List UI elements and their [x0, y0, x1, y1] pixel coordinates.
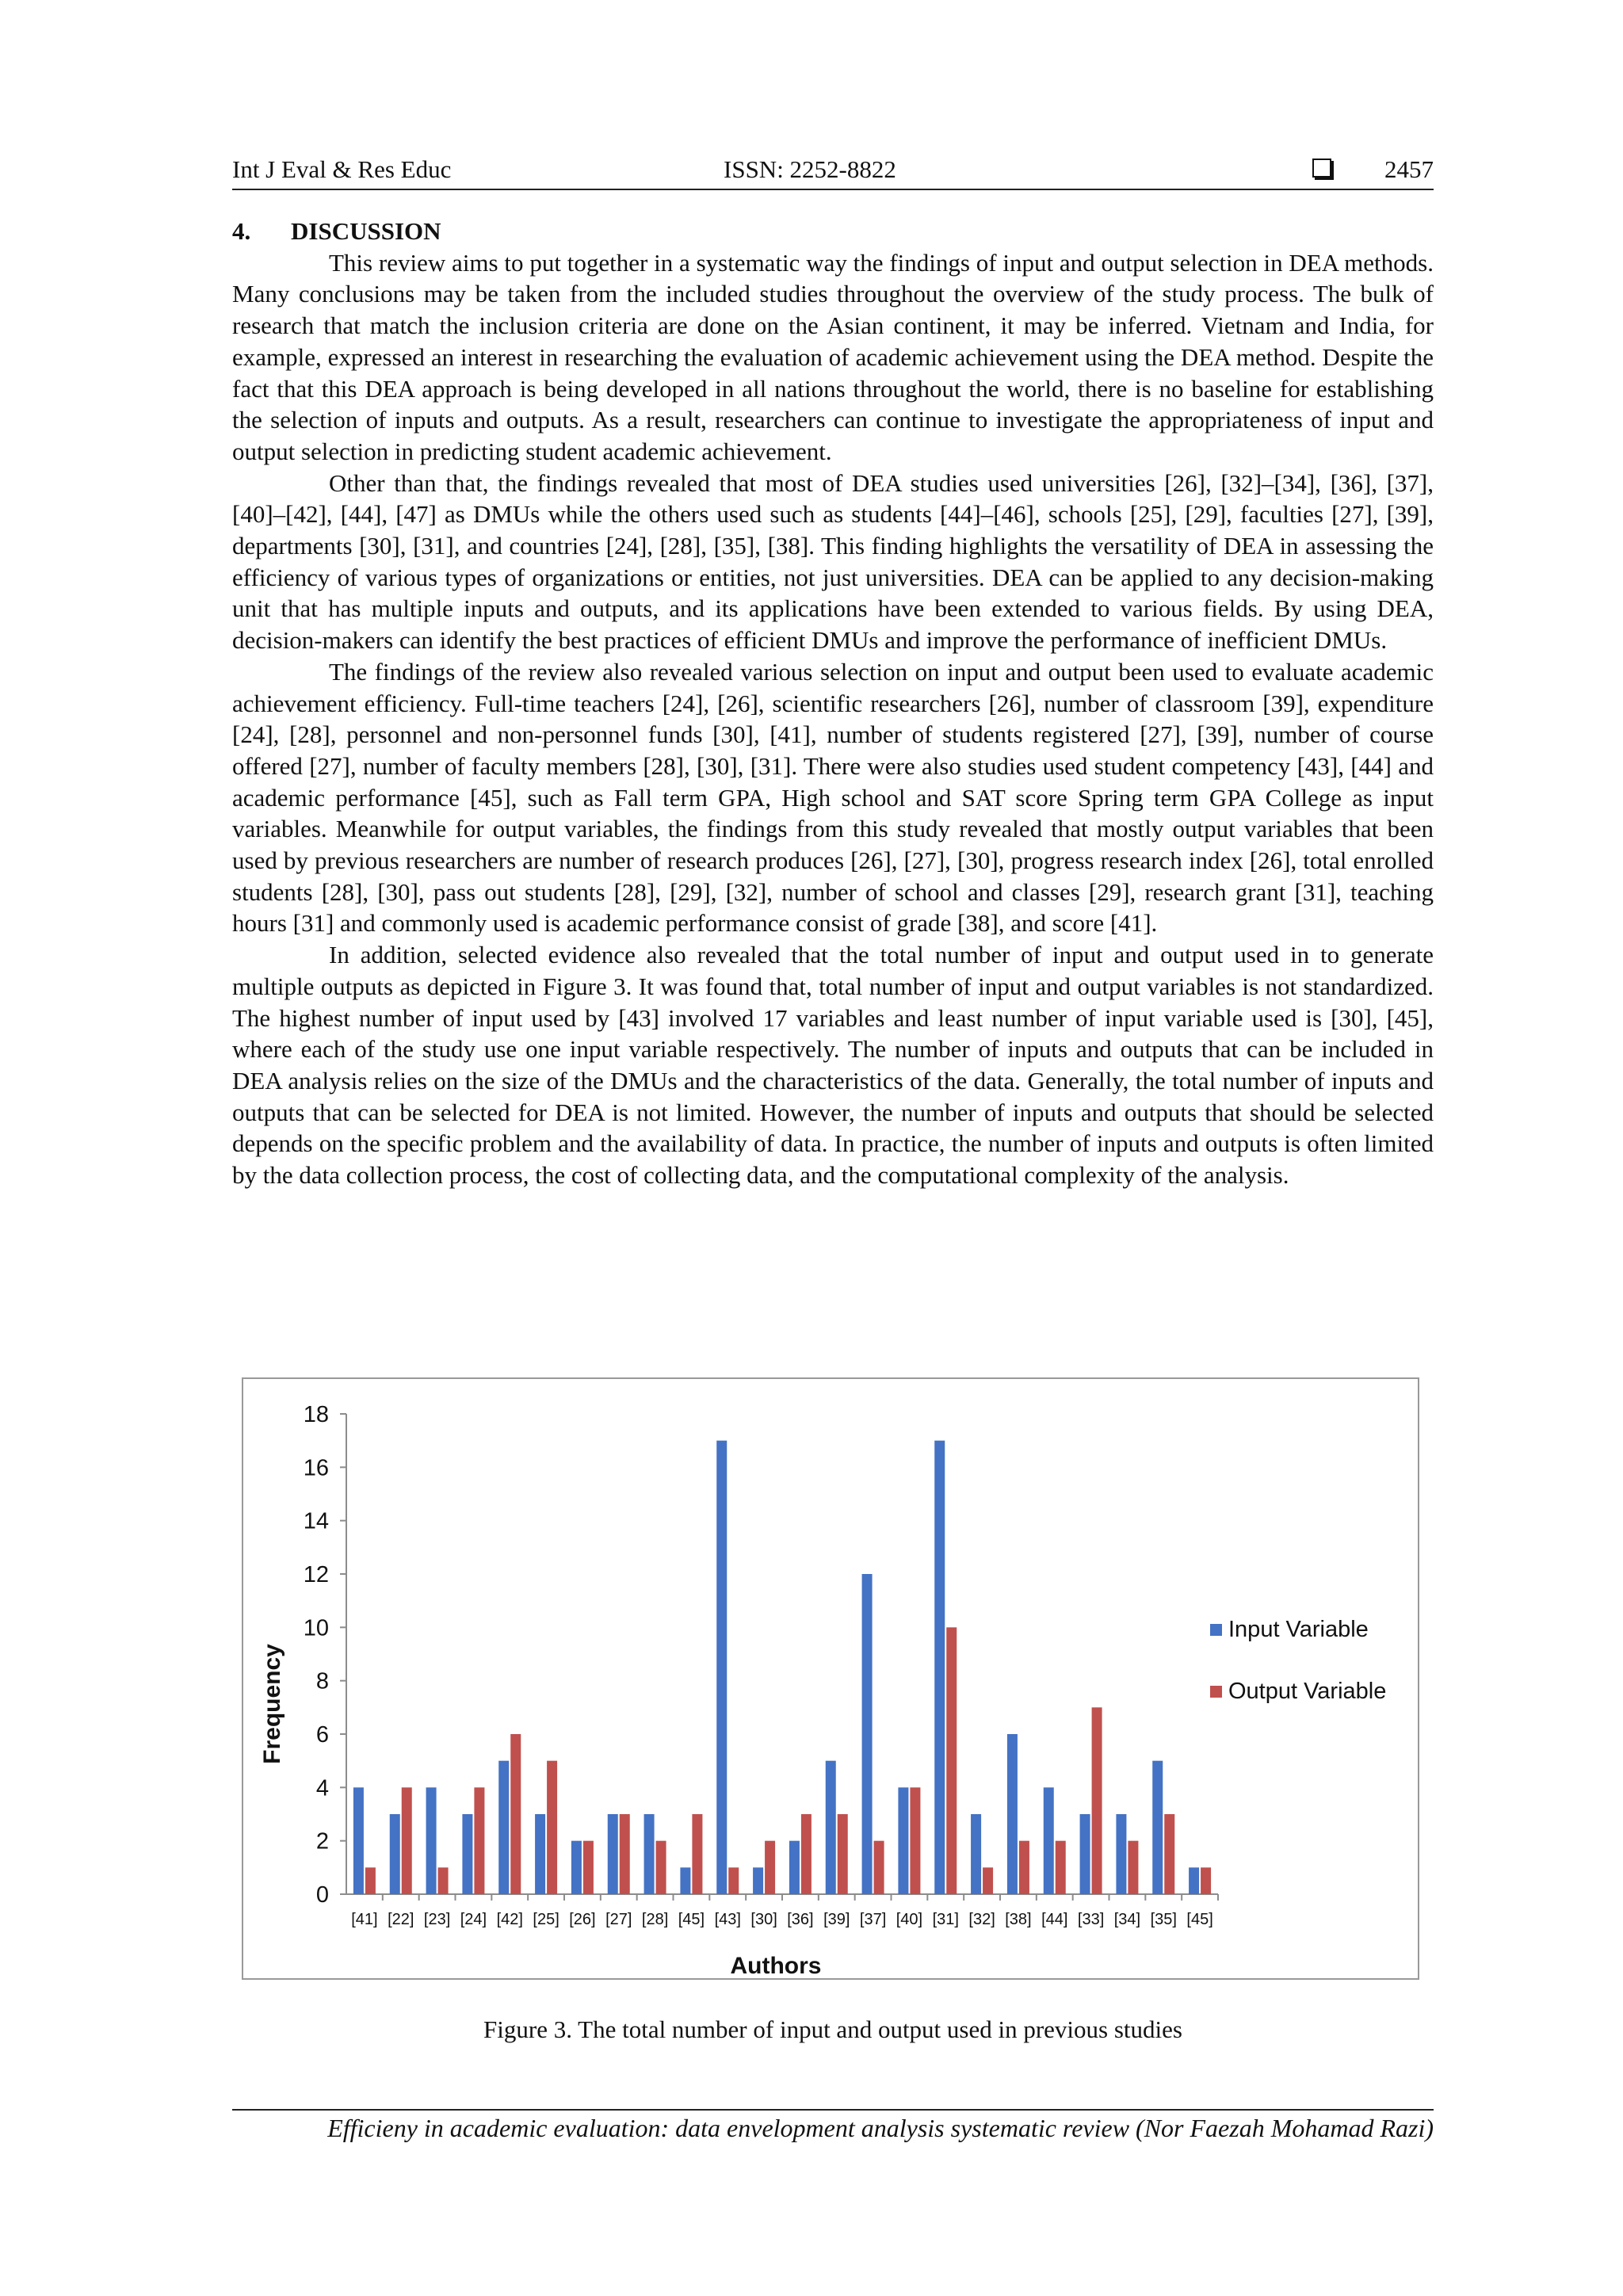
y-axis-title: Frequency [259, 1644, 285, 1764]
bar-input [862, 1574, 873, 1894]
bar-input [826, 1761, 836, 1894]
y-tick-label: 6 [315, 1722, 329, 1748]
y-tick-label: 14 [303, 1508, 329, 1534]
bar-input [426, 1787, 437, 1894]
legend-item-input [1210, 1617, 1369, 1643]
x-tick-label: [26] [569, 1911, 596, 1928]
x-tick-label: [33] [1077, 1911, 1105, 1928]
bar-output [910, 1787, 920, 1894]
paragraph: The findings of the review also revealed various selection on input and output been used to evaluate academic achievement efficiency. Full-time teachers [24], [26], scientific researchers [26], number of classroom [39], expenditure [24], [28], personnel and non-personnel funds [30], [41], number of students registered [27], [39], number of course offered [27], number of faculty members [28], [30], [31]. There were also studies used student competency [43], [44] and academic performance [45], such as Fall term GPA, High school and SAT score Spring term GPA College as input variables. Meanwhile for output variables, the findings from this study revealed that mostly output variables that been used by previous researchers are number of research produces [26], [27], [30], progress research index [26], total enrolled students [28], [30], pass out students [28], [29], [32], number of school and classes [29], research grant [31], teaching hours [31] and commonly used is academic performance consist of grade [38], and score [41]. [232, 657, 1434, 938]
bar-output [402, 1787, 412, 1894]
bar-output [1056, 1841, 1066, 1894]
bar-output [510, 1734, 521, 1894]
x-tick-label: [45] [678, 1911, 705, 1928]
legend-label-input: Input Variable [1228, 1617, 1369, 1642]
x-tick-label: [45] [1186, 1911, 1213, 1928]
section-heading [232, 216, 1434, 247]
bar-output [983, 1867, 993, 1894]
bar-input [971, 1814, 981, 1894]
y-tick-label: 2 [315, 1828, 329, 1855]
bar-input [1152, 1761, 1163, 1894]
paragraph: In addition, selected evidence also revealed that the total number of input and output used in to generate multiple outputs as depicted in Figure 3. It was found that, total number of input and output variables is not standardized. The highest number of input used by [43] involved 17 variables and least number of input variable used is [30], [45], where each of the study use one input variable respectively. The number of inputs and outputs that can be included in DEA analysis relies on the size of the DMUs and the characteristics of the data. Generally, the total number of inputs and outputs that can be selected for DEA is not limited. However, the number of inputs and outputs that should be selected depends on the specific problem and the availability of data. In practice, the number of inputs and outputs is often limited by the data collection process, the cost of collecting data, and the computational complexity of the analysis. [232, 941, 1434, 1190]
bar-input [1080, 1814, 1090, 1894]
x-tick-label: [43] [714, 1911, 741, 1928]
paragraph: Other than that, the findings revealed that most of DEA studies used universities [26], [32]–[34], [36], [37], [40]–[42], [44], [47] as DMUs while the others used such as students [44]–[46], schools [25], [29], faculties [27], [39], departments [30], [31], and countries [24], [28], [35], [38]. This finding highlights the versatility of DEA in assessing the efficiency of various types of organizations or entities, not just universities. DEA can be applied to any decision-making unit that has multiple inputs and outputs, and its applications have been extended to various fields. By using DEA, decision-makers can identify the best practices of efficient DMUs and improve the performance of inefficient DMUs. [232, 468, 1434, 655]
bar-output [874, 1841, 884, 1894]
figure-caption: Figure 3. The total number of input and output used in previous studies [483, 2015, 1182, 2043]
bar-input [1116, 1814, 1126, 1894]
section-number: 4. [232, 217, 251, 245]
x-tick-label: [39] [823, 1911, 850, 1928]
x-tick-label: [30] [750, 1911, 777, 1928]
page-header [232, 155, 1434, 190]
bar-output [838, 1814, 848, 1894]
bar-input [789, 1841, 800, 1894]
bar-input [608, 1814, 618, 1894]
bar-input [390, 1814, 400, 1894]
bar-input [680, 1867, 690, 1894]
x-tick-label: [22] [388, 1911, 414, 1928]
bar-output [946, 1627, 957, 1894]
y-tick-label: 4 [315, 1775, 329, 1801]
legend-swatch-output [1210, 1686, 1222, 1698]
bar-input [753, 1867, 763, 1894]
page-footer: Efficieny in academic evaluation: data envelopment analysis systematic review (Nor Faezah Mohamad Razi) [232, 2109, 1434, 2143]
bar-input [934, 1441, 945, 1894]
bar-input [1007, 1734, 1018, 1894]
bar-input [1189, 1867, 1199, 1894]
paragraph: This review aims to put together in a systematic way the findings of input and output selection in DEA methods. Many conclusions may be taken from the included studies throughout the overview of the study process. The bulk of research that match the inclusion criteria are done on the Asian continent, it may be inferred. Vietnam and India, for example, expressed an interest in researching the evaluation of academic achievement using the DEA method. Despite the fact that this DEA approach is being developed in all nations throughout the world, there is no baseline for establishing the selection of inputs and outputs. As a result, researchers can continue to investigate the appropriateness of input and output selection in predicting student academic achievement. [232, 248, 1434, 465]
bar-input [498, 1761, 509, 1894]
x-tick-label: [41] [351, 1911, 378, 1928]
x-tick-label: [31] [932, 1911, 959, 1928]
bar-input [571, 1841, 582, 1894]
bar-output [1092, 1707, 1102, 1894]
bar-output [365, 1867, 376, 1894]
bar-input [535, 1814, 545, 1894]
x-tick-label: [36] [787, 1911, 814, 1928]
bar-input [1044, 1787, 1054, 1894]
x-tick-label: [28] [641, 1911, 669, 1928]
bar-output [620, 1814, 630, 1894]
bar-output [656, 1841, 666, 1894]
x-tick-label: [24] [460, 1911, 487, 1928]
journal-name: Int J Eval & Res Educ [232, 155, 452, 183]
discussion-section [232, 216, 1434, 1191]
y-tick-label: 10 [303, 1615, 329, 1641]
x-tick-label: [42] [496, 1911, 523, 1928]
bar-input [353, 1787, 364, 1894]
figure-3-chart [242, 1377, 1419, 1980]
bar-output [765, 1841, 775, 1894]
y-tick-label: 12 [303, 1562, 329, 1587]
bar-output [692, 1814, 702, 1894]
issn: ISSN: 2252-8822 [724, 155, 896, 183]
bar-output [1164, 1814, 1174, 1894]
y-tick-label: 0 [315, 1882, 329, 1908]
bar-input [644, 1814, 655, 1894]
y-tick-label: 8 [315, 1668, 329, 1694]
bar-output [438, 1867, 449, 1894]
x-tick-label: [40] [896, 1911, 923, 1928]
legend-item-output [1210, 1679, 1386, 1705]
legend-swatch-input [1210, 1624, 1222, 1636]
x-tick-label: [32] [968, 1911, 995, 1928]
bar-output [728, 1867, 739, 1894]
bar-output [1201, 1867, 1211, 1894]
x-tick-label: [38] [1005, 1911, 1032, 1928]
bar-input [462, 1814, 472, 1894]
section-title: DISCUSSION [291, 217, 441, 245]
legend-label-output: Output Variable [1228, 1679, 1387, 1704]
x-tick-label: [37] [859, 1911, 887, 1928]
bar-output [801, 1814, 812, 1894]
bar-output [474, 1787, 484, 1894]
bar-input [716, 1441, 727, 1894]
bar-output [1128, 1841, 1138, 1894]
x-tick-label: [34] [1113, 1911, 1141, 1928]
page-number: 2457 [1384, 155, 1434, 183]
y-tick-label: 16 [303, 1455, 329, 1481]
bar-output [547, 1761, 557, 1894]
x-tick-label: [23] [423, 1911, 451, 1928]
x-tick-label: [44] [1041, 1911, 1068, 1928]
square-icon [1312, 159, 1331, 178]
x-tick-label: [27] [605, 1911, 632, 1928]
y-tick-label: 18 [303, 1402, 329, 1427]
bar-output [1019, 1841, 1029, 1894]
x-tick-label: [25] [533, 1911, 559, 1928]
bar-output [583, 1841, 594, 1894]
bar-input [898, 1787, 908, 1894]
x-tick-label: [35] [1150, 1911, 1177, 1928]
x-axis-title: Authors [730, 1953, 822, 1979]
